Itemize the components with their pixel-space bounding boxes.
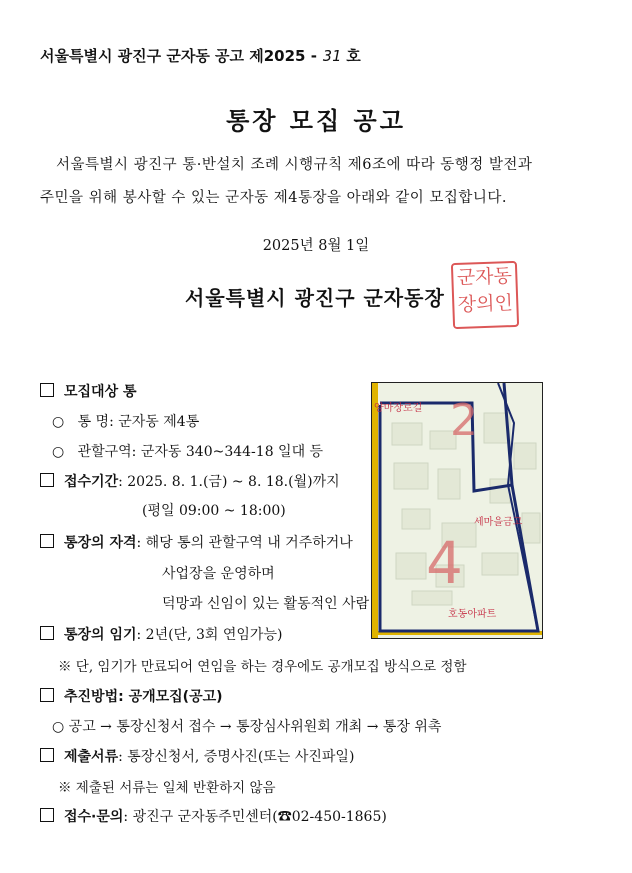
notice-number-text: 서울특별시 광진구 군자동 공고 제2025 -	[40, 47, 317, 65]
circle-bullet-icon: ○	[52, 414, 65, 430]
section-period	[40, 471, 340, 491]
checkbox-icon	[40, 688, 54, 702]
checkbox-icon	[40, 626, 54, 640]
section-contact	[40, 806, 387, 826]
documents-note: ※ 제출된 서류는 일체 반환하지 않음	[58, 780, 276, 796]
documents-value: : 통장신청서, 증명사진(또는 사진파일)	[118, 749, 355, 765]
area-map-svg	[372, 383, 542, 638]
documents-label: 제출서류	[64, 749, 119, 765]
seal-line-1: 군자동	[456, 265, 513, 289]
section-target	[40, 381, 137, 401]
area-map	[371, 382, 543, 639]
term-note: ※ 단, 임기가 만료되어 연임을 하는 경우에도 공개모집 방식으로 정함	[58, 659, 467, 675]
map-label-right: 세마을금고	[474, 517, 523, 528]
intro-line-2: 주민을 위해 봉사할 수 있는 군자동 제4통장을 아래와 같이 모집합니다.	[40, 190, 508, 206]
tong-value: 군자동 제4통	[118, 414, 200, 430]
section-documents	[40, 746, 354, 766]
map-main-road	[372, 383, 378, 638]
tong-label: 통 명:	[77, 414, 114, 430]
period-hours: (평일 09:00 ~ 18:00)	[142, 503, 286, 519]
target-label: 모집대상 통	[64, 384, 137, 400]
seal-line-2: 장의인	[457, 292, 514, 316]
notice-number-handwritten: 31	[322, 47, 342, 65]
map-region-2: 2	[450, 395, 478, 446]
section-term	[40, 624, 282, 644]
issuer-name: 서울특별시 광진구 군자동장	[185, 286, 445, 310]
section-area	[52, 441, 323, 461]
checkbox-icon	[40, 748, 54, 762]
area-label: 관할구역:	[77, 444, 137, 460]
term-value: : 2년(단, 3회 연임가능)	[136, 627, 283, 643]
qualification-line-3: 덕망과 신임이 있는 활동적인 사람	[162, 596, 370, 612]
intro-line-1: 서울특별시 광진구 통·반설치 조례 시행규칙 제6조에 따라 동행정 발전과	[56, 157, 533, 173]
period-value: : 2025. 8. 1.(금) ~ 8. 18.(월)까지	[118, 474, 340, 490]
qualification-line-2: 사업장을 운영하며	[162, 566, 275, 582]
contact-label: 접수·문의	[64, 809, 124, 825]
circle-bullet-icon: ○	[52, 444, 65, 460]
notice-suffix: 호	[346, 47, 361, 65]
map-label-bottom: 호동아파트	[448, 609, 497, 620]
section-qualification	[40, 532, 353, 552]
term-label: 통장의 임기	[64, 627, 137, 643]
official-seal	[451, 261, 519, 329]
qualification-line-1: : 해당 통의 관할구역 내 거주하거나	[136, 535, 353, 551]
section-tong	[52, 411, 199, 431]
method-label: 추진방법	[64, 689, 119, 705]
announcement-date: 2025년 8월 1일	[262, 238, 370, 254]
contact-value: : 광진구 군자동주민센터(☎02-450-1865)	[123, 809, 387, 825]
checkbox-icon	[40, 534, 54, 548]
page-title: 통장 모집 공고	[226, 107, 406, 135]
map-region-4: 4	[426, 529, 463, 597]
checkbox-icon	[40, 473, 54, 487]
area-value: 군자동 340~344-18 일대 등	[140, 444, 324, 460]
checkbox-icon	[40, 383, 54, 397]
qualification-label: 통장의 자격	[64, 535, 137, 551]
method-flow: ○ 공고 → 통장신청서 접수 → 통장심사위원회 개최 → 통장 위촉	[52, 719, 442, 735]
method-value: : 공개모집(공고)	[118, 689, 223, 705]
map-label-top-left: 양마장로길	[374, 403, 423, 414]
checkbox-icon	[40, 808, 54, 822]
notice-number	[40, 45, 361, 66]
period-label: 접수기간	[64, 474, 119, 490]
section-method	[40, 686, 223, 706]
